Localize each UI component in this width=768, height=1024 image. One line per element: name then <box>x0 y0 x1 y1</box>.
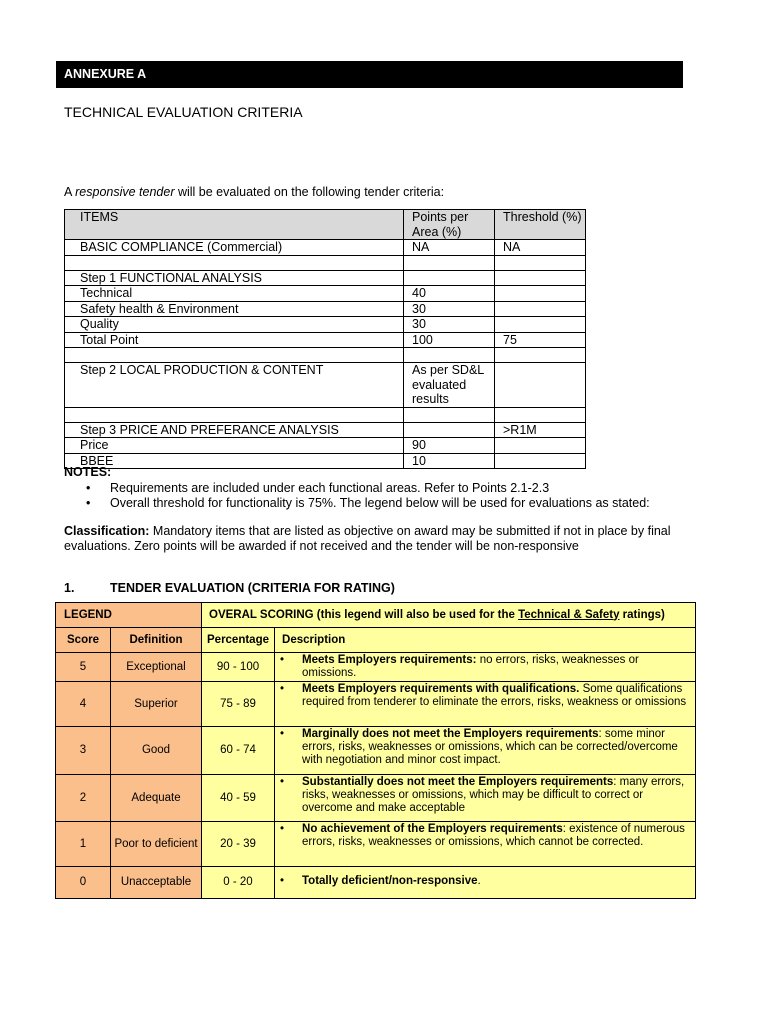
criteria-cell <box>404 348 495 363</box>
definition-cell: Adequate <box>111 775 202 822</box>
percentage-cell: 0 - 20 <box>202 867 275 899</box>
criteria-cell: 30 <box>404 317 495 333</box>
criteria-cell: As per SD&L evaluated results <box>404 363 495 408</box>
col-header-description: Description <box>275 628 696 653</box>
note-item <box>64 496 704 511</box>
criteria-cell: >R1M <box>495 422 586 438</box>
criteria-cell <box>495 255 586 270</box>
col-header-score: Score <box>56 628 111 653</box>
definition-cell: Superior <box>111 682 202 727</box>
bullet-icon: • <box>280 776 285 788</box>
description-cell: • Meets Employers requirements: no errors, risks, weaknesses or omissions. <box>275 653 696 682</box>
criteria-row <box>65 438 586 454</box>
criteria-cell <box>404 270 495 286</box>
criteria-cell <box>65 407 404 422</box>
bullet-icon: • <box>280 654 285 666</box>
description-cell: • Totally deficient/non-responsive. <box>275 867 696 899</box>
percentage-cell: 90 - 100 <box>202 653 275 682</box>
criteria-cell <box>495 348 586 363</box>
criteria-header-cell: Points per Area (%) <box>404 210 495 240</box>
criteria-row <box>65 363 586 408</box>
score-cell: 4 <box>56 682 111 727</box>
percentage-cell: 40 - 59 <box>202 775 275 822</box>
criteria-row <box>65 270 586 286</box>
legend-column-headers <box>56 628 696 653</box>
criteria-cell: Total Point <box>65 332 404 348</box>
criteria-cell: Step 2 LOCAL PRODUCTION & CONTENT <box>65 363 404 408</box>
description-cell: • Marginally does not meet the Employers requirements: some minor errors, risks, weaknesses or omissions, which can be corrected/overcome with negotiation and minor cost impact. <box>275 727 696 775</box>
note-text: Requirements are included under each functional areas. Refer to Points 2.1-2.3 <box>110 481 550 495</box>
rating-legend-table <box>55 602 696 899</box>
definition-cell: Exceptional <box>111 653 202 682</box>
notes-list <box>64 481 704 511</box>
criteria-cell: NA <box>495 240 586 256</box>
definition-cell: Unacceptable <box>111 867 202 899</box>
percentage-cell: 20 - 39 <box>202 822 275 867</box>
col-header-definition: Definition <box>111 628 202 653</box>
criteria-cell <box>495 407 586 422</box>
criteria-table <box>64 209 586 469</box>
criteria-row <box>65 286 586 302</box>
intro-text: A responsive tender will be evaluated on the following tender criteria: <box>64 185 445 199</box>
criteria-cell: Technical <box>65 286 404 302</box>
page-title: TECHNICAL EVALUATION CRITERIA <box>64 104 303 120</box>
score-cell: 0 <box>56 867 111 899</box>
definition-cell: Good <box>111 727 202 775</box>
note-item <box>64 481 704 496</box>
legend-label: LEGEND <box>56 603 202 628</box>
criteria-header-row <box>65 210 586 240</box>
criteria-cell: NA <box>404 240 495 256</box>
legend-row <box>56 727 696 775</box>
section-number: 1. <box>64 581 75 595</box>
criteria-header-cell: ITEMS <box>65 210 404 240</box>
criteria-cell: Safety health & Environment <box>65 301 404 317</box>
criteria-row <box>65 317 586 333</box>
criteria-cell <box>495 453 586 469</box>
criteria-cell <box>65 348 404 363</box>
criteria-cell <box>495 270 586 286</box>
bullet-icon: • <box>280 875 285 887</box>
percentage-cell: 60 - 74 <box>202 727 275 775</box>
criteria-cell <box>404 255 495 270</box>
criteria-row <box>65 301 586 317</box>
score-cell: 5 <box>56 653 111 682</box>
criteria-row <box>65 407 586 422</box>
legend-row <box>56 653 696 682</box>
annexure-heading-bar <box>56 61 683 88</box>
annexure-label: ANNEXURE A <box>64 67 147 81</box>
criteria-cell: Step 1 FUNCTIONAL ANALYSIS <box>65 270 404 286</box>
description-cell: • Meets Employers requirements with qualifications. Some qualifications required from tenderer to eliminate the errors, risks, weakness or omissions <box>275 682 696 727</box>
criteria-cell <box>495 363 586 408</box>
criteria-cell: 30 <box>404 301 495 317</box>
overall-scoring-label: OVERAL SCORING (this legend will also be used for the Technical & Safety ratings) <box>202 603 696 628</box>
legend-row <box>56 822 696 867</box>
bullet-icon: • <box>280 823 285 835</box>
criteria-cell: Quality <box>65 317 404 333</box>
criteria-cell: 90 <box>404 438 495 454</box>
percentage-cell: 75 - 89 <box>202 682 275 727</box>
bullet-icon: • <box>86 496 91 510</box>
criteria-cell: BBEE <box>65 453 404 469</box>
note-text: Overall threshold for functionality is 75%. The legend below will be used for evaluations as stated: <box>110 496 650 510</box>
bullet-icon: • <box>86 481 91 495</box>
score-cell: 1 <box>56 822 111 867</box>
score-cell: 3 <box>56 727 111 775</box>
legend-header-row <box>56 603 696 628</box>
criteria-cell <box>404 422 495 438</box>
bullet-icon: • <box>280 683 285 695</box>
criteria-cell <box>495 301 586 317</box>
criteria-row <box>65 348 586 363</box>
description-cell: • No achievement of the Employers requirements: existence of numerous errors, risks, weaknesses or omissions, which cannot be corrected. <box>275 822 696 867</box>
criteria-row <box>65 240 586 256</box>
criteria-cell: 100 <box>404 332 495 348</box>
col-header-percentage: Percentage <box>202 628 275 653</box>
bullet-icon: • <box>280 728 285 740</box>
criteria-cell: 10 <box>404 453 495 469</box>
legend-row <box>56 867 696 899</box>
notes-heading: NOTES: <box>64 465 112 479</box>
description-cell: • Substantially does not meet the Employers requirements: many errors, risks, weaknesses or omissions, which may be difficult to correct or overcome and make acceptable <box>275 775 696 822</box>
classification-text: Classification: Mandatory items that are listed as objective on award may be submitted if not in place by final evaluations. Zero points will be awarded if not received and the tender will be non-responsive <box>64 524 671 553</box>
legend-row <box>56 775 696 822</box>
criteria-cell <box>495 317 586 333</box>
criteria-cell <box>65 255 404 270</box>
criteria-cell: BASIC COMPLIANCE (Commercial) <box>65 240 404 256</box>
section-title: TENDER EVALUATION (CRITERIA FOR RATING) <box>110 581 395 595</box>
section-heading <box>64 581 395 595</box>
criteria-cell: 40 <box>404 286 495 302</box>
criteria-cell: Price <box>65 438 404 454</box>
criteria-cell <box>495 286 586 302</box>
criteria-cell: 75 <box>495 332 586 348</box>
definition-cell: Poor to deficient <box>111 822 202 867</box>
criteria-row <box>65 332 586 348</box>
criteria-header-cell: Threshold (%) <box>495 210 586 240</box>
score-cell: 2 <box>56 775 111 822</box>
criteria-row <box>65 255 586 270</box>
criteria-cell <box>404 407 495 422</box>
criteria-cell: Step 3 PRICE AND PREFERANCE ANALYSIS <box>65 422 404 438</box>
criteria-cell <box>495 438 586 454</box>
legend-row <box>56 682 696 727</box>
criteria-row <box>65 453 586 469</box>
criteria-row <box>65 422 586 438</box>
